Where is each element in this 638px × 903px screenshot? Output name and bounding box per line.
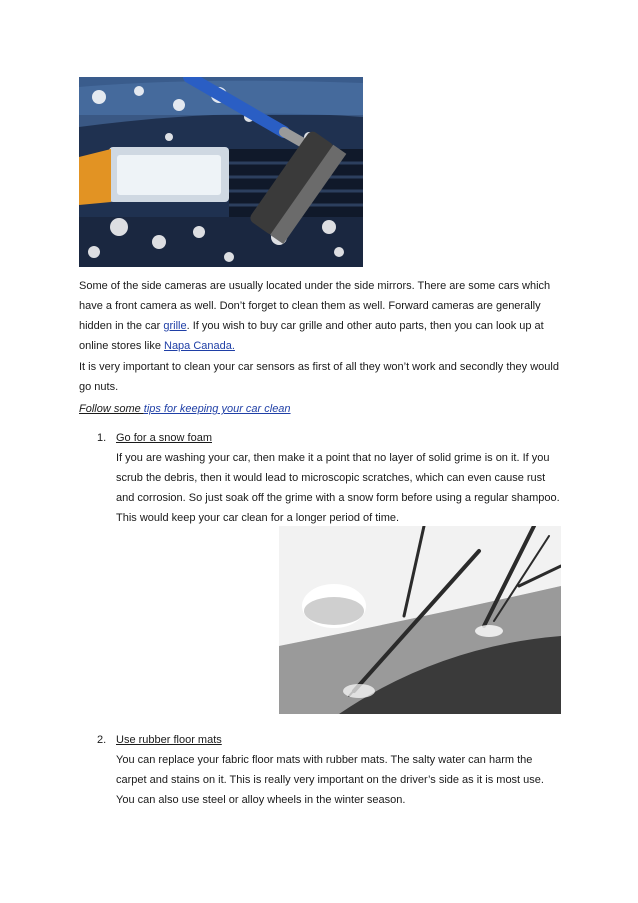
napa-canada-link[interactable]: Napa Canada. [164,340,235,352]
list-item-1-body: If you are washing your car, then make it a point that no layer of solid grime is on it. If you scrub the debris, then it would lead to microscopic scratches, which can even cause rust and corrosion. So just soak off the grime with a snow form before using a regular shampoo. This would keep your car clean for a longer period of time. [116,452,560,524]
intro-paragraph [79,276,559,356]
list-item-1 [116,428,562,528]
grille-link[interactable]: grille [163,320,187,332]
car-washing-illustration [79,77,363,267]
tips-line [79,399,559,419]
snowy-wipers-photo [279,526,561,714]
list-item-2 [116,730,562,810]
list-item-2-title: Use rubber floor mats [116,734,222,746]
sensors-paragraph: It is very important to clean your car sensors as first of all they won’t work and secondly they would go nuts. [79,361,559,393]
list-item-2-body: You can replace your fabric floor mats with rubber mats. The salty water can harm the carpet and stains on it. This is really very important on the driver’s side as it is most use. You can also use steel or alloy wheels in the winter season. [116,754,544,806]
car-washing-photo [79,77,363,267]
snowy-wipers-illustration [279,526,561,714]
list-number-1: 1. [97,432,107,444]
list-item-1-title: Go for a snow foam [116,432,212,444]
tips-link[interactable]: tips for keeping your car clean [143,403,291,415]
list-number-2: 2. [97,734,107,746]
intro-text-part1: Some of the side cameras are usually located under the side mirrors. There are some cars which have a front camera as well. Don’t forget to clean them as well. Forward cameras are generally hidden in the car [79,280,551,332]
tips-prefix: Follow some [79,403,144,415]
intro-text-part2: . If you wish to buy car grille and other auto parts, then you can look up at online stores like [79,320,544,352]
